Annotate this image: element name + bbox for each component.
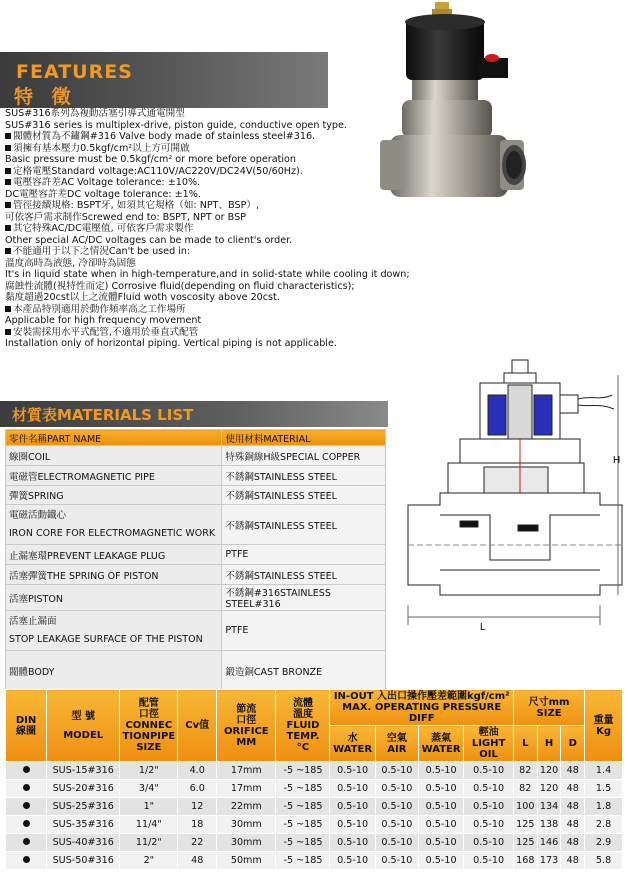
header-fluid-temp: 流體 溫度 FLUID TEMP. °C xyxy=(276,690,330,762)
header-l: L xyxy=(513,726,537,762)
part-cell: 電磁活動鐵心 IRON CORE FOR ELECTROMAGNETIC WORK xyxy=(6,505,222,545)
feature-line: 可依客戶需求制作Screwed end to: BSPT, NPT or BSP xyxy=(5,211,246,223)
header-water: 水 WATER xyxy=(330,726,375,762)
table-row xyxy=(6,505,386,545)
header-connect: 配管 口徑 CONNEC TIONPIPE SIZE xyxy=(120,690,178,762)
air-cell: 0.5-10 xyxy=(375,798,418,816)
valve-cross-section-drawing xyxy=(400,355,628,645)
cv-cell: 4.0 xyxy=(178,762,217,780)
din-cell xyxy=(6,780,47,798)
header-model: 型 號 MODEL xyxy=(47,690,120,762)
din-dot-icon xyxy=(23,856,30,863)
D-cell: 48 xyxy=(561,816,585,834)
din-cell xyxy=(6,834,47,852)
water-cell: 0.5-10 xyxy=(330,834,375,852)
oil-cell: 0.5-10 xyxy=(464,816,514,834)
material-cell: 不銹鋼STAINLESS STEEL xyxy=(222,486,386,505)
material-cell: 不銹鋼#316STAINLESS STEEL#316 xyxy=(222,585,386,611)
part-cell: 閥體BODY xyxy=(6,651,222,691)
material-cell: 不銹鋼STAINLESS STEEL xyxy=(222,565,386,585)
oil-cell: 0.5-10 xyxy=(464,852,514,870)
table-row xyxy=(6,585,386,611)
header-pressure: IN-OUT 入出口操作壓差範圍kgf/cm² MAX. OPERATING PRESSURE DIFF xyxy=(330,690,513,726)
part-cell: 活塞止漏面 STOP LEAKAGE SURFACE OF THE PISTON xyxy=(6,611,222,651)
din-cell xyxy=(6,798,47,816)
table-row xyxy=(6,545,386,565)
features-title: FEATURES xyxy=(16,61,133,83)
feature-line: It's in liquid state when in high-temperature,and in solid-state while cooling it down; xyxy=(5,269,410,280)
feature-line: 安裝需採用水平式配管,不適用於垂直式配管 xyxy=(5,327,425,339)
water-cell: 0.5-10 xyxy=(330,780,375,798)
orifice-cell: 30mm xyxy=(217,816,276,834)
water-cell: 0.5-10 xyxy=(330,852,375,870)
orifice-cell: 50mm xyxy=(217,852,276,870)
water-cell: 0.5-10 xyxy=(330,816,375,834)
steam-cell: 0.5-10 xyxy=(418,834,463,852)
feature-line: 定格電壓Standard voltage:AC110V/AC220V/DC24V(50/60Hz). xyxy=(5,166,425,178)
table-row xyxy=(6,798,623,816)
din-dot-icon xyxy=(23,784,30,791)
H-cell: 120 xyxy=(537,780,561,798)
dimension-h-label: H xyxy=(613,455,621,466)
bullet-icon xyxy=(5,179,11,185)
header-part-name: 零件名稱PART NAME xyxy=(6,430,222,446)
din-dot-icon xyxy=(23,766,30,773)
header-orifice: 節流 口徑 ORIFICE MM xyxy=(217,690,276,762)
steam-cell: 0.5-10 xyxy=(418,798,463,816)
header-oil: 輕油 LIGHT OIL xyxy=(464,726,514,762)
feature-line: SUS#316 series is multiplex-drive, piston guide, conductive open type. xyxy=(5,119,347,131)
feature-line: 其它特殊AC/DC電壓值, 可依客戶需求製作 xyxy=(5,223,425,235)
L-cell: 168 xyxy=(513,852,537,870)
L-cell: 125 xyxy=(513,816,537,834)
feature-line: Applicable for high frequency movement xyxy=(5,315,202,326)
din-dot-icon xyxy=(23,838,30,845)
L-cell: 125 xyxy=(513,834,537,852)
part-cell: 電磁管ELECTROMAGNETIC PIPE xyxy=(6,466,222,486)
feature-line: 黏度超過20cst以上之流體Fluid woth voscosity above 20cst. xyxy=(5,292,280,303)
part-cell: 活塞PISTON xyxy=(6,585,222,611)
table-row xyxy=(6,780,623,798)
din-cell xyxy=(6,816,47,834)
cv-cell: 18 xyxy=(178,816,217,834)
temp-cell: -5 ~185 xyxy=(276,816,330,834)
temp-cell: -5 ~185 xyxy=(276,798,330,816)
bullet-icon xyxy=(5,145,11,151)
table-row xyxy=(6,565,386,585)
bullet-icon xyxy=(5,306,11,312)
material-cell: PTFE xyxy=(222,611,386,651)
din-dot-icon xyxy=(23,820,30,827)
orifice-cell: 17mm xyxy=(217,780,276,798)
header-cv: Cv值 xyxy=(178,690,217,762)
material-cell: 不銹鋼STAINLESS STEEL xyxy=(222,466,386,486)
dimension-l-label: L xyxy=(480,622,486,633)
table-row xyxy=(6,611,386,651)
table-row xyxy=(6,486,386,505)
feature-line: Installation only of horizontal piping. Vertical piping is not applicable. xyxy=(5,338,337,349)
model-cell: SUS-25#316 xyxy=(47,798,120,816)
steam-cell: 0.5-10 xyxy=(418,762,463,780)
steam-cell: 0.5-10 xyxy=(418,816,463,834)
air-cell: 0.5-10 xyxy=(375,852,418,870)
H-cell: 120 xyxy=(537,762,561,780)
part-cell: 活塞彈簧THE SPRING OF PISTON xyxy=(6,565,222,585)
air-cell: 0.5-10 xyxy=(375,816,418,834)
steam-cell: 0.5-10 xyxy=(418,852,463,870)
kg-cell: 5.8 xyxy=(585,852,623,870)
feature-line: DC電壓容許差DC voltage tolerance: ±1%. xyxy=(5,188,201,200)
table-row xyxy=(6,852,623,870)
features-list xyxy=(5,108,425,350)
kg-cell: 1.5 xyxy=(585,780,623,798)
table-row xyxy=(6,466,386,486)
din-cell xyxy=(6,852,47,870)
model-cell: SUS-15#316 xyxy=(47,762,120,780)
temp-cell: -5 ~185 xyxy=(276,852,330,870)
header-weight: 重量 Kg xyxy=(585,690,623,762)
D-cell: 48 xyxy=(561,780,585,798)
air-cell: 0.5-10 xyxy=(375,834,418,852)
D-cell: 48 xyxy=(561,762,585,780)
model-cell: SUS-20#316 xyxy=(47,780,120,798)
table-row xyxy=(6,816,623,834)
feature-line: 不能適用于以下之情況Can't be used in: xyxy=(5,246,425,258)
orifice-cell: 17mm xyxy=(217,762,276,780)
model-cell: SUS-35#316 xyxy=(47,816,120,834)
features-subtitle: 特 徵 xyxy=(14,86,77,108)
bullet-icon xyxy=(5,329,11,335)
feature-line: 電壓容許差AC Voltage tolerance: ±10%. xyxy=(5,177,425,189)
H-cell: 173 xyxy=(537,852,561,870)
connect-cell: 1" xyxy=(120,798,178,816)
oil-cell: 0.5-10 xyxy=(464,834,514,852)
feature-line: Basic pressure must be 0.5kgf/cm² or more before operation xyxy=(5,154,296,165)
water-cell: 0.5-10 xyxy=(330,798,375,816)
H-cell: 138 xyxy=(537,816,561,834)
H-cell: 146 xyxy=(537,834,561,852)
air-cell: 0.5-10 xyxy=(375,780,418,798)
header-din: DIN 線圈 xyxy=(6,690,47,762)
orifice-cell: 30mm xyxy=(217,834,276,852)
kg-cell: 2.9 xyxy=(585,834,623,852)
model-cell: SUS-50#316 xyxy=(47,852,120,870)
material-cell: 特殊銅線H級SPECIAL COPPER xyxy=(222,446,386,466)
kg-cell: 1.4 xyxy=(585,762,623,780)
L-cell: 100 xyxy=(513,798,537,816)
L-cell: 82 xyxy=(513,762,537,780)
L-cell: 82 xyxy=(513,780,537,798)
feature-line: SUS#316系列為複動活塞引導式通電開型 xyxy=(5,108,185,119)
connect-cell: 3/4" xyxy=(120,780,178,798)
D-cell: 48 xyxy=(561,852,585,870)
oil-cell: 0.5-10 xyxy=(464,780,514,798)
steam-cell: 0.5-10 xyxy=(418,780,463,798)
table-row xyxy=(6,834,623,852)
material-cell: 鍛造銅CAST BRONZE xyxy=(222,651,386,691)
materials-table xyxy=(5,429,386,691)
material-cell: 不銹鋼STAINLESS STEEL xyxy=(222,505,386,545)
connect-cell: 1/2" xyxy=(120,762,178,780)
temp-cell: -5 ~185 xyxy=(276,762,330,780)
header-material: 使用材料MATERIAL xyxy=(222,430,386,446)
header-d: D xyxy=(561,726,585,762)
part-cell: 線圈COIL xyxy=(6,446,222,466)
header-steam: 蒸氣 WATER xyxy=(418,726,463,762)
kg-cell: 1.8 xyxy=(585,798,623,816)
feature-line: 腐蝕性流體(視特性而定) Corrosive fluid(depending on fluid characteristics); xyxy=(5,280,355,292)
din-dot-icon xyxy=(23,802,30,809)
cv-cell: 48 xyxy=(178,852,217,870)
H-cell: 134 xyxy=(537,798,561,816)
material-cell: PTFE xyxy=(222,545,386,565)
cv-cell: 22 xyxy=(178,834,217,852)
oil-cell: 0.5-10 xyxy=(464,762,514,780)
table-row xyxy=(6,446,386,466)
kg-cell: 2.8 xyxy=(585,816,623,834)
spec-header-row xyxy=(6,690,623,726)
bullet-icon xyxy=(5,248,11,254)
feature-line: 溫度高時為液態, 冷卻時為固態 xyxy=(5,257,136,269)
header-air: 空氣 AIR xyxy=(375,726,418,762)
water-cell: 0.5-10 xyxy=(330,762,375,780)
feature-line: 本產品特別適用於動作頻率高之工作場所 xyxy=(5,304,425,316)
table-row xyxy=(6,762,623,780)
bullet-icon xyxy=(5,202,11,208)
air-cell: 0.5-10 xyxy=(375,762,418,780)
bullet-icon xyxy=(5,133,11,139)
connect-cell: 2" xyxy=(120,852,178,870)
feature-line: 管徑接續規格: BSPT牙, 如須其它規格（如: NPT、BSP）, xyxy=(5,200,425,212)
model-cell: SUS-40#316 xyxy=(47,834,120,852)
feature-line: 須擁有基本壓力0.5kgf/cm²以上方可開啟 xyxy=(5,143,425,155)
connect-cell: 11/2" xyxy=(120,834,178,852)
materials-header-row xyxy=(6,430,386,446)
orifice-cell: 22mm xyxy=(217,798,276,816)
din-cell xyxy=(6,762,47,780)
bullet-icon xyxy=(5,225,11,231)
table-row xyxy=(6,651,386,691)
D-cell: 48 xyxy=(561,798,585,816)
part-cell: 止漏塞環PREVENT LEAKAGE PLUG xyxy=(6,545,222,565)
spec-table xyxy=(5,689,623,870)
bullet-icon xyxy=(5,168,11,174)
D-cell: 48 xyxy=(561,834,585,852)
part-cell: 彈簧SPRING xyxy=(6,486,222,505)
header-size: 尺寸mm SIZE xyxy=(513,690,584,726)
temp-cell: -5 ~185 xyxy=(276,780,330,798)
oil-cell: 0.5-10 xyxy=(464,798,514,816)
connect-cell: 11/4" xyxy=(120,816,178,834)
materials-title: 材質表MATERIALS LIST xyxy=(12,406,194,424)
header-h: H xyxy=(537,726,561,762)
feature-line: 閥體材質為不鏽鋼#316 Valve body made of stainless steel#316. xyxy=(5,131,425,143)
temp-cell: -5 ~185 xyxy=(276,834,330,852)
feature-line: Other special AC/DC voltages can be made to client's order. xyxy=(5,234,293,246)
cv-cell: 6.0 xyxy=(178,780,217,798)
cv-cell: 12 xyxy=(178,798,217,816)
